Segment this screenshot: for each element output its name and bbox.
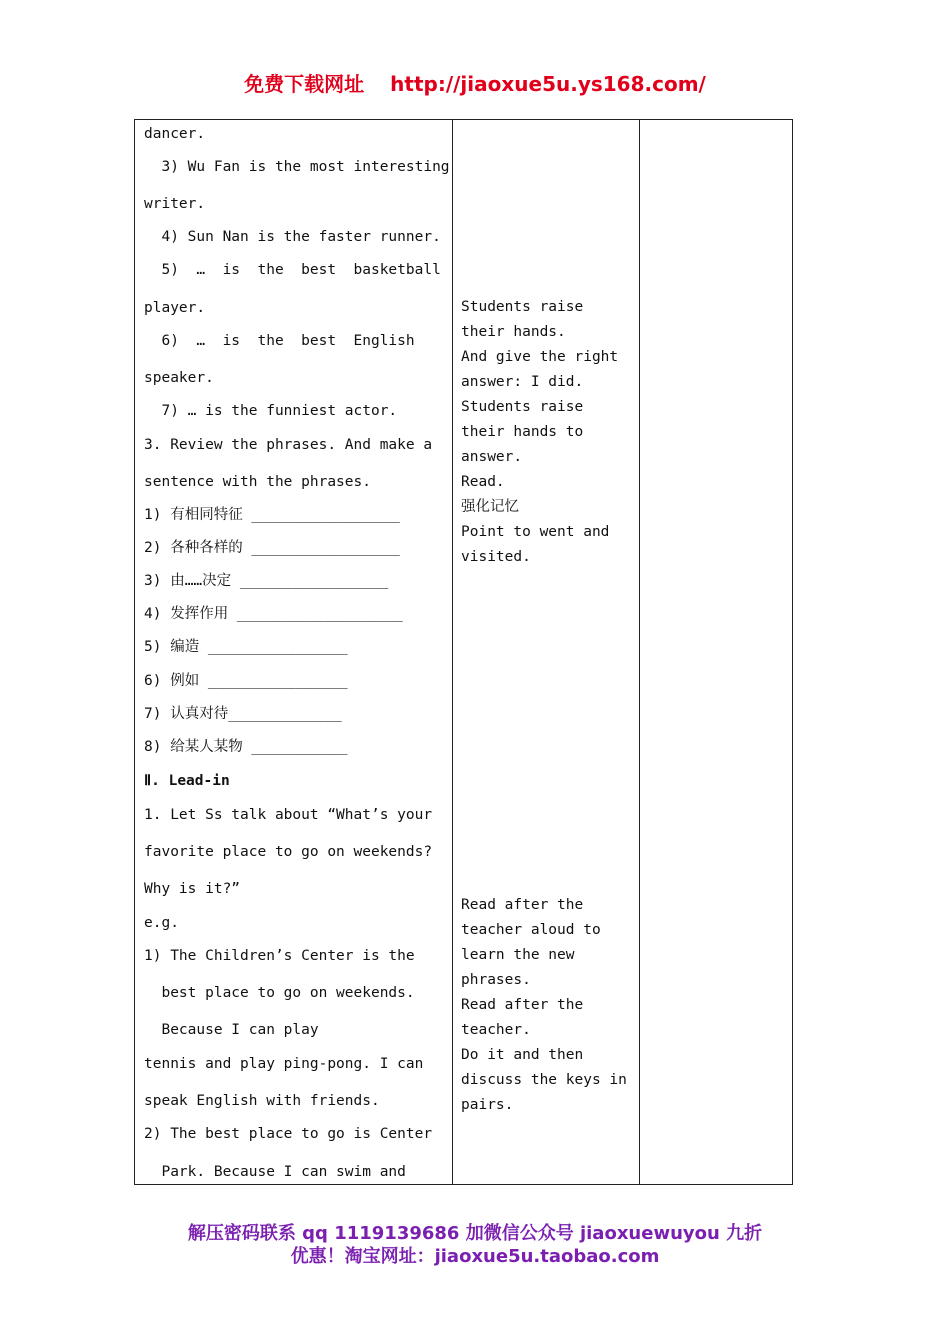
col2-line: pairs.: [461, 1097, 514, 1113]
col2-line: their hands to: [461, 424, 584, 440]
phrase-item: 6) 例如 ________________: [144, 673, 348, 689]
col1-line: 6) … is the best English: [144, 333, 415, 349]
phrase-item: 4) 发挥作用 ___________________: [144, 606, 403, 622]
col2-line: Students raise: [461, 399, 584, 415]
phrase-item: 7) 认真对待_____________: [144, 706, 342, 722]
col1-line: e.g.: [144, 915, 179, 931]
col1-line: 7) … is the funniest actor.: [144, 403, 398, 419]
col2-line: answer.: [461, 449, 523, 465]
col1-line: 1) The Children’s Center is the: [144, 948, 415, 964]
col1-line: 5) … is the best basketball: [144, 262, 441, 278]
col2-line: Read.: [461, 474, 505, 490]
col1-line: player.: [144, 300, 206, 316]
phrase-item: 2) 各种各样的 _________________: [144, 540, 400, 556]
col1-line: best place to go on weekends.: [144, 985, 415, 1001]
col1-line: 2) The best place to go is Center: [144, 1126, 433, 1142]
col2-line: phrases.: [461, 972, 531, 988]
col2-line: 强化记忆: [461, 499, 519, 515]
col1-line: Why is it?”: [144, 881, 241, 897]
col2-line: teacher.: [461, 1022, 531, 1038]
student-activities-block-1: [461, 295, 631, 570]
footer-line-2: 优惠！淘宝网址：jiaoxue5u.taobao.com: [290, 1246, 660, 1267]
section-heading: Ⅱ. Lead-in: [144, 773, 230, 789]
col2-line: visited.: [461, 549, 531, 565]
col1-line: favorite place to go on weekends?: [144, 844, 433, 860]
phrase-item: 8) 给某人某物 ___________: [144, 739, 348, 755]
col1-line: dancer.: [144, 126, 206, 142]
column-divider-2: [639, 120, 640, 1184]
col2-line: answer: I did.: [461, 374, 584, 390]
header-url[interactable]: http://jiaoxue5u.ys168.com/: [390, 72, 706, 96]
col1-line: Park. Because I can swim and: [144, 1164, 406, 1180]
student-activities-block-2: [461, 893, 631, 1118]
phrase-item: 1) 有相同特征 _________________: [144, 507, 400, 523]
phrase-item: 3) 由……决定 _________________: [144, 573, 389, 589]
col1-line: speak English with friends.: [144, 1093, 380, 1109]
col2-line: And give the right: [461, 349, 619, 365]
col2-line: Read after the: [461, 997, 584, 1013]
column-divider-1: [452, 120, 453, 1184]
page-header: [0, 68, 950, 97]
col2-line: Read after the: [461, 897, 584, 913]
phrase-item: 5) 编造 ________________: [144, 639, 348, 655]
col1-line: tennis and play ping-pong. I can: [144, 1056, 424, 1072]
col2-line: learn the new: [461, 947, 575, 963]
col1-line: sentence with the phrases.: [144, 474, 371, 490]
col1-line: writer.: [144, 196, 206, 212]
col1-line: 3. Review the phrases. And make a: [144, 437, 433, 453]
col1-line: 1. Let Ss talk about “What’s your: [144, 807, 433, 823]
col1-line: 3) Wu Fan is the most interesting: [144, 159, 450, 175]
col1-line: 4) Sun Nan is the faster runner.: [144, 229, 441, 245]
col2-line: their hands.: [461, 324, 566, 340]
col1-line: speaker.: [144, 370, 214, 386]
col2-line: Do it and then: [461, 1047, 584, 1063]
col2-line: Students raise: [461, 299, 584, 315]
footer-line-1: 解压密码联系 qq 1119139686 加微信公众号 jiaoxuewuyou 九折: [187, 1223, 763, 1244]
col2-line: discuss the keys in: [461, 1072, 627, 1088]
col2-line: teacher aloud to: [461, 922, 601, 938]
header-label: 免费下载网址: [244, 72, 365, 96]
col2-line: Point to went and: [461, 524, 610, 540]
col1-line: Because I can play: [144, 1022, 319, 1038]
